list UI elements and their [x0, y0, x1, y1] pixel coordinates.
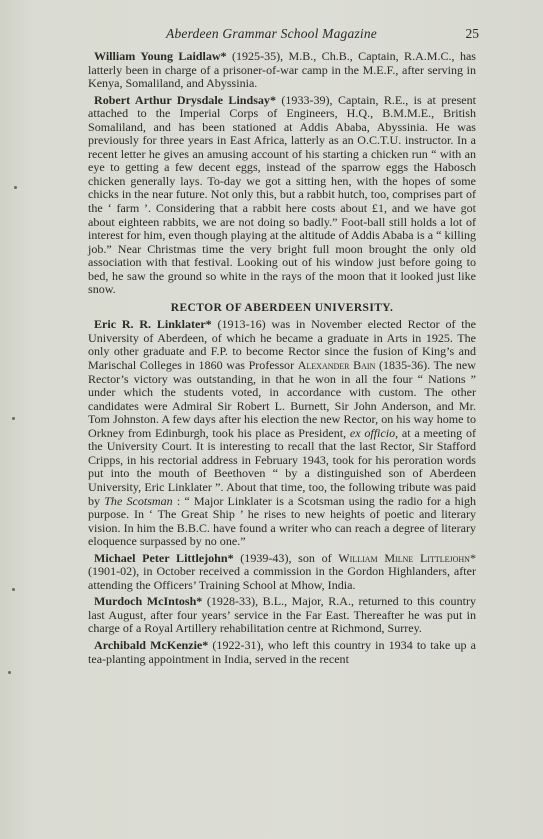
page-number: 25 [465, 26, 479, 41]
entry-littlejohn [88, 552, 476, 593]
entry-name: Archibald McKenzie* [94, 637, 209, 652]
entry-text: : “ Major Linklater is a Scotsman using the radio for a high purpose. In ‘ The Great Ship ’ he rises to new heights of poetic and literary vision. In him the B.B.C. have found a writer who can reach a degree of literary eloquence surpassed by no one.” [88, 493, 476, 549]
entry-name: Eric R. R. Linklater* [94, 317, 212, 332]
entry-text: (1928-33), B.L., Major, R.A., returned to this country last August, after four years’ service in the Far East. Thereafter he was put in charge of a Royal Artillery rehabilitation centre at Richmond, Surrey. [88, 594, 476, 636]
entry-text: (1939-43), son of [233, 550, 339, 565]
entry-mcintosh [88, 595, 476, 636]
entry-text: (1922-31), who left this country in 1934 to take up a tea-planting appointment in India, served in the recent [88, 637, 476, 666]
margin-speck [14, 186, 17, 189]
entry-name: Murdoch McIntosh* [94, 594, 203, 609]
person-name-smallcaps: Alexander Bain [297, 358, 376, 373]
entry-mckenzie [88, 639, 476, 666]
running-title: Aberdeen Grammar School Magazine [166, 26, 377, 41]
margin-speck [8, 671, 11, 674]
entry-name: Robert Arthur Drysdale Lindsay* [94, 92, 276, 107]
entry-linklater [88, 318, 476, 548]
entry-text: (1835-36). The new Rector’s victory was outstanding, in that he won in all the four “ Nations ” under which the students voted, in accordance with custom. The other candidates were Admiral Sir Robert L. Burnett, Sir John Anderson, and Mr. Tom Johnston. A few days after his election the new Rector, on his way home to Orkney from Edinburgh, took his place as President, [88, 358, 476, 440]
publication-title: The Scotsman [104, 493, 173, 508]
entry-text: (1901-02), in October received a commission in the Gordon Highlanders, after attending the Officers’ Training School at Mhow, India. [88, 564, 476, 592]
entry-name: William Young Laidlaw* [94, 49, 227, 63]
entry-name: Michael Peter Littlejohn* [94, 550, 234, 565]
section-heading: RECTOR OF ABERDEEN UNIVERSITY. [170, 301, 394, 314]
entry-text: (1933-39), Captain, R.E., is at present attached to the Imperial Corps of Engineers, H.Q., B.M.M.E., British Somaliland, and has been stationed at Addis Ababa, Abyssinia. He was previously for three years in East Africa, latterly as an O.C.T.U. instructor. In a recent letter he gives an amusing account of his starting a chicken run “ with an eye to getting a few decent eggs, instead of the sparrow eggs the Habosch chicken generally lays. To-day we got a sitting hen, with the hopes of some chicks in the near future. Not only this, but a rabbit hutch, too, comprises part of the ‘ farm ’. Considering that a rabbit here costs about £1, and we have got about eighteen rabbits, we are not doing so badly.” Foot-ball still holds a lot of interest for him, even though playing at the altitude of Addis Ababa is a “ killing job.” Near Christmas time the very bright full moon brought the only old association with that festival. Looking out of his window just before going to bed, he saw the ground so white in the rays of the moon that it looked just like snow. [88, 92, 477, 297]
page-header [0, 26, 543, 46]
entry-laidlaw [88, 50, 476, 91]
entry-text: (1925-35), M.B., Ch.B., Captain, R.A.M.C., has latterly been in charge of a prisoner-of-war camp in the M.E.F., after serving in Kenya, Somaliland, and Abyssinia. [88, 49, 476, 91]
entry-text: (1913-16) was in November elected Rector of the University of Aberdeen, of which he became a graduate in Arts in 1925. The only other graduate and F.P. to become Rector since the fusion of King’s and Marischal Colleges in 1860 was Professor [88, 317, 476, 373]
margin-speck [12, 417, 15, 420]
entry-text: , at a meeting of the University Court. It is interesting to recall that the last Rector, Sir Stafford Cripps, in his rectorial address in February 1943, took for his peroration words put into the mouth of Beethoven “ by a distinguished son of Aberdeen University, Eric Linklater ”. About that time, too, the following tribute was paid by [88, 425, 476, 508]
person-name-smallcaps: William Milne Littlejohn* [338, 550, 476, 565]
margin-speck [12, 588, 15, 591]
entry-lindsay [88, 94, 476, 297]
italic-phrase: ex officio [349, 425, 396, 440]
article-body [88, 50, 476, 666]
